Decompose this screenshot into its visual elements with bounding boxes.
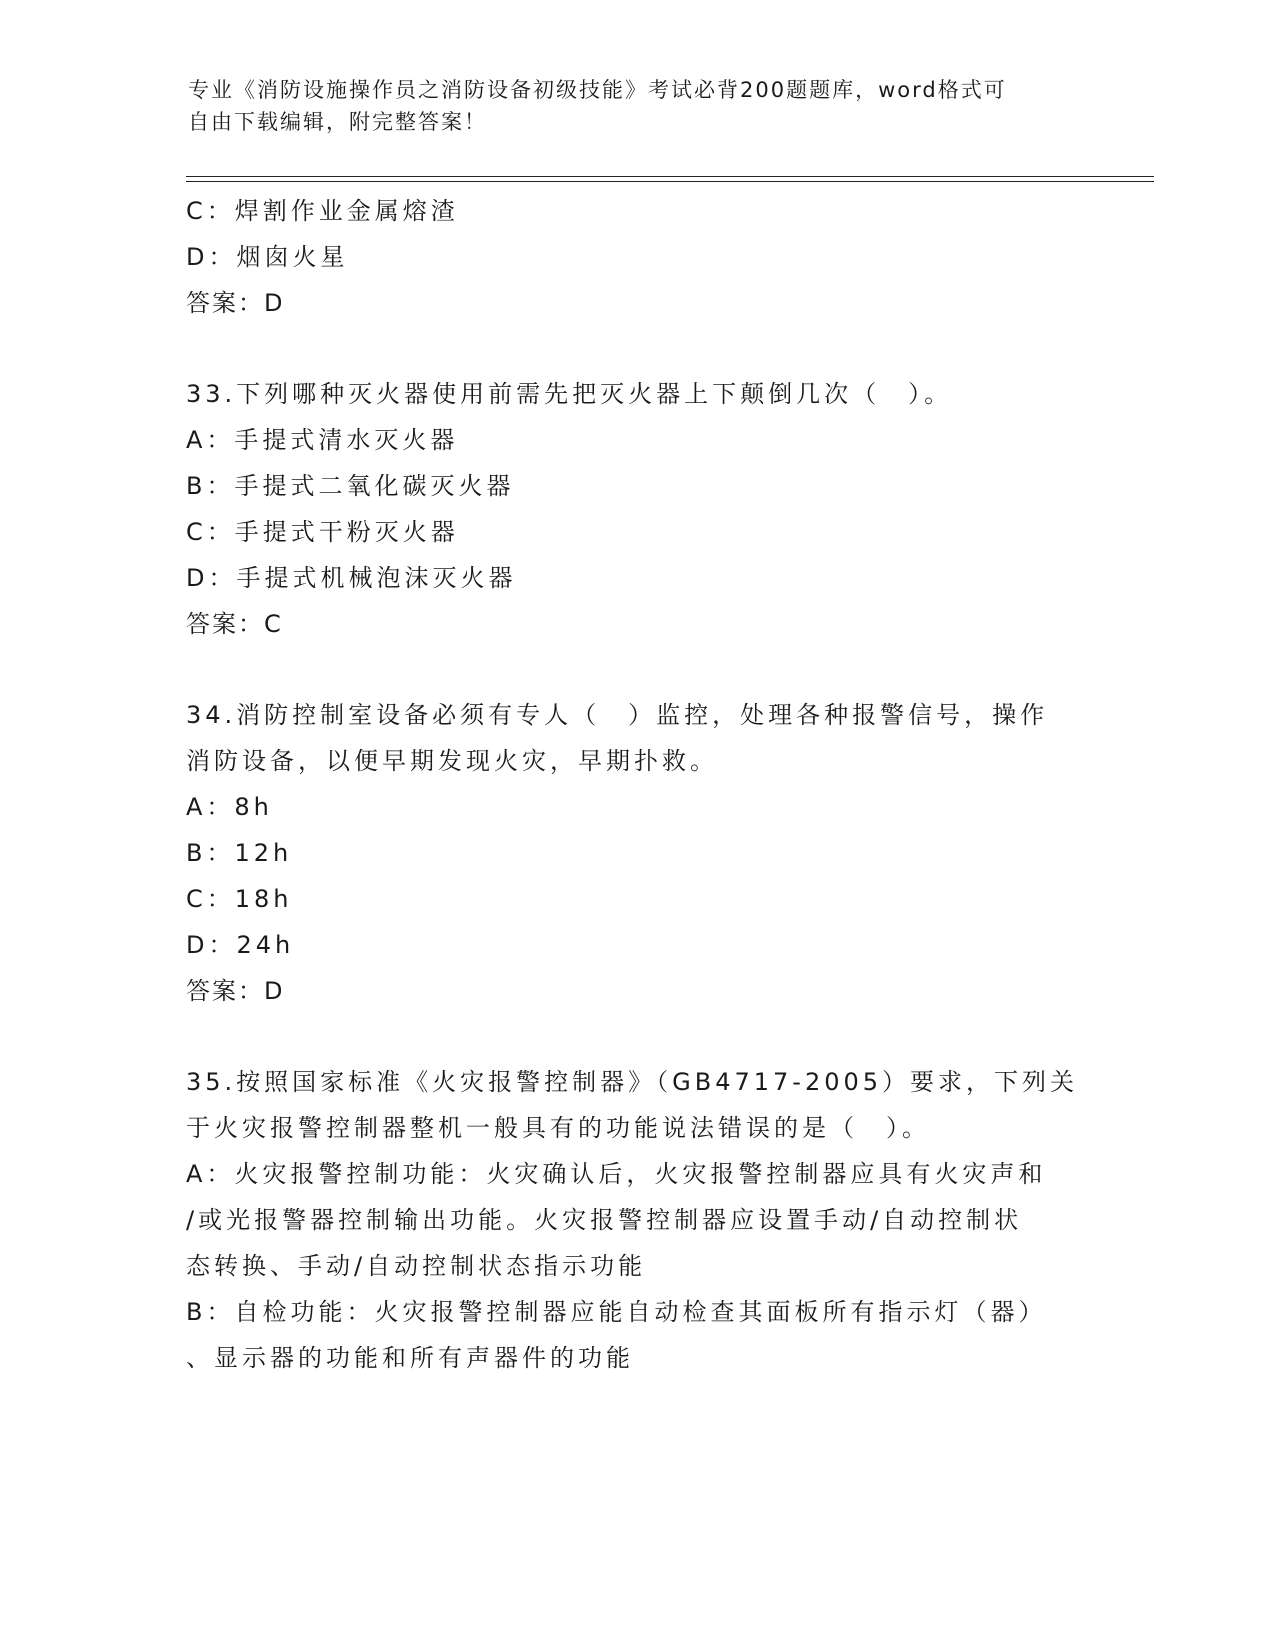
- option-b: B：手提式二氧化碳灭火器: [186, 472, 515, 500]
- option-b: B：12h: [186, 839, 293, 867]
- question-stem: 33.下列哪种灭火器使用前需先把灭火器上下颠倒几次（ ）。: [186, 380, 953, 408]
- header-line-1: 专业《消防设施操作员之消防设备初级技能》考试必背200题题库，word格式可: [188, 78, 1007, 102]
- option-a: A：8h: [186, 793, 273, 821]
- question-stem: 34.消防控制室设备必须有专人（ ）监控，处理各种报警信号，操作: [186, 701, 1049, 729]
- spacer: [186, 1014, 1066, 1059]
- spacer: [186, 647, 1066, 692]
- header-line-2: 自由下载编辑，附完整答案！: [188, 110, 487, 134]
- option-c: C：焊割作业金属熔渣: [186, 197, 459, 225]
- answer-line: 答案：D: [186, 289, 285, 317]
- question-stem-cont: 消防设备，以便早期发现火灾，早期扑救。: [186, 747, 718, 775]
- option-d: D：烟囱火星: [186, 243, 349, 271]
- option-d: D：24h: [186, 931, 295, 959]
- answer-line: 答案：D: [186, 977, 285, 1005]
- document-body: [186, 188, 1079, 1381]
- answer-line: 答案：C: [186, 610, 283, 638]
- option-a-cont: 态转换、手动/自动控制状态指示功能: [186, 1252, 647, 1280]
- option-b: B：自检功能：火灾报警控制器应能自动检查其面板所有指示灯（器）: [186, 1298, 1047, 1326]
- spacer: [186, 326, 1066, 371]
- option-a-cont: /或光报警器控制输出功能。火灾报警控制器应设置手动/自动控制状: [186, 1206, 1023, 1234]
- option-a: A：手提式清水灭火器: [186, 426, 459, 454]
- header-divider: [186, 176, 1154, 182]
- option-c: C：手提式干粉灭火器: [186, 518, 459, 546]
- question-stem-cont: 于火灾报警控制器整机一般具有的功能说法错误的是（ ）。: [186, 1114, 930, 1142]
- option-c: C：18h: [186, 885, 293, 913]
- option-a: A：火灾报警控制功能：火灾确认后，火灾报警控制器应具有火灾声和: [186, 1160, 1047, 1188]
- question-stem: 35.按照国家标准《火灾报警控制器》（GB4717-2005）要求，下列关: [186, 1068, 1079, 1096]
- option-b-cont: 、显示器的功能和所有声器件的功能: [186, 1344, 634, 1372]
- option-d: D：手提式机械泡沫灭火器: [186, 564, 517, 592]
- document-header: [188, 74, 1068, 138]
